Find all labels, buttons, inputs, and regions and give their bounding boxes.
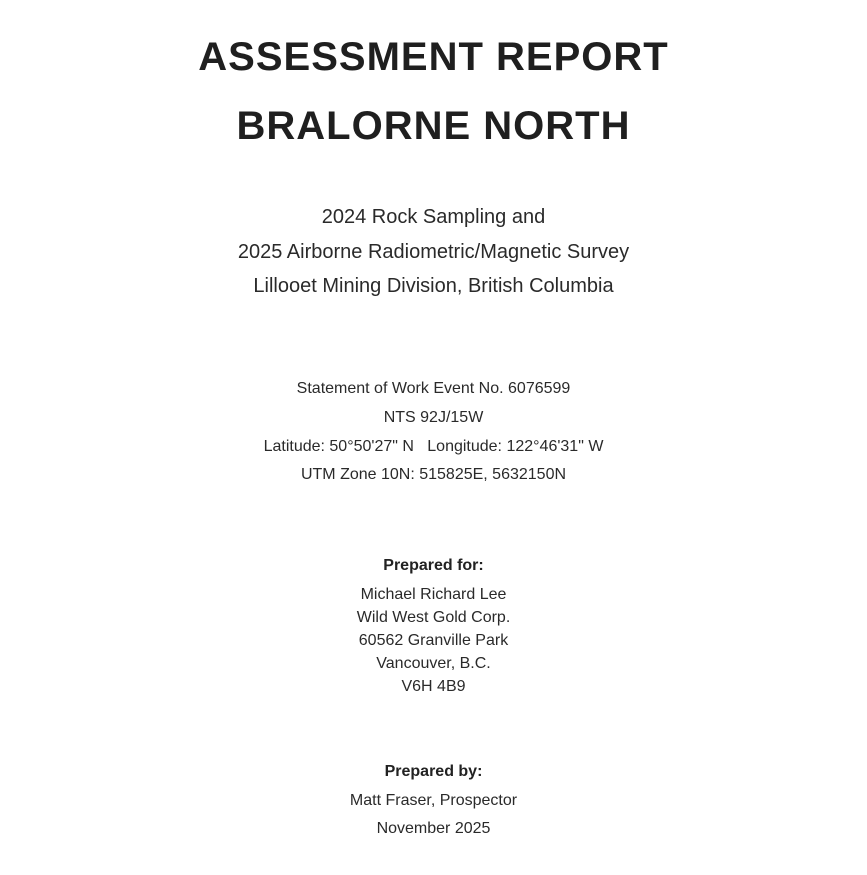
client-city: Vancouver, B.C. xyxy=(376,655,491,672)
utm-coordinates: UTM Zone 10N: 515825E, 5632150N xyxy=(300,466,567,483)
author-name: Matt Fraser, Prospector xyxy=(349,792,518,809)
prepared-by-heading: Prepared by: xyxy=(384,763,483,780)
client-postal-code: V6H 4B9 xyxy=(401,678,466,695)
subtitle-line-1: 2024 Rock Sampling and xyxy=(321,206,546,228)
work-event-statement: Statement of Work Event No. 6076599 xyxy=(296,380,571,397)
report-title-line-1: ASSESSMENT REPORT xyxy=(198,35,669,79)
client-company: Wild West Gold Corp. xyxy=(356,609,511,626)
nts-sheet: NTS 92J/15W xyxy=(383,409,484,426)
latitude-longitude: Latitude: 50°50'27" N Longitude: 122°46'31" W xyxy=(263,438,604,455)
subtitle-line-3: Lillooet Mining Division, British Columbia xyxy=(253,275,614,297)
client-address: 60562 Granville Park xyxy=(358,632,509,649)
subtitle-line-2: 2025 Airborne Radiometric/Magnetic Survey xyxy=(237,241,630,263)
client-name: Michael Richard Lee xyxy=(360,586,507,603)
report-date: November 2025 xyxy=(376,820,491,837)
report-title-line-2: BRALORNE NORTH xyxy=(236,104,631,148)
prepared-for-heading: Prepared for: xyxy=(383,557,484,574)
